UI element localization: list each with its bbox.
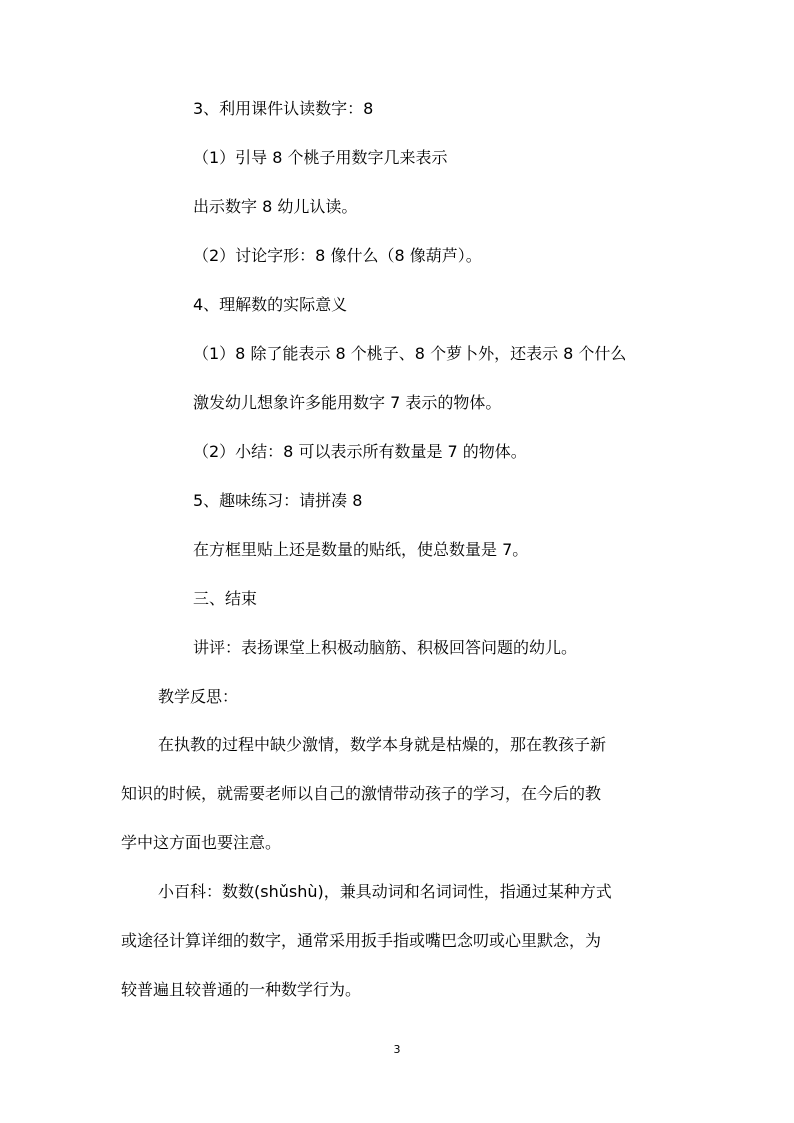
section-4-heading: 4、理解数的实际意义 [193, 295, 348, 314]
section-5-heading: 5、趣味练习：请拼凑 8 [193, 491, 363, 510]
paragraph-line: 在方框里贴上还是数量的贴纸，使总数量是 7。 [193, 540, 529, 559]
paragraph-line: 小百科：数数(shǔshù)，兼具动词和名词词性，指通过某种方式 [158, 882, 612, 901]
paragraph-line: 在执教的过程中缺少激情，数学本身就是枯燥的，那在教孩子新 [158, 735, 607, 754]
paragraph-line: 激发幼儿想象许多能用数字 7 表示的物体。 [193, 393, 502, 412]
reflection-heading: 教学反思： [158, 687, 239, 706]
section-3-heading: 3、利用课件认读数字：8 [193, 99, 374, 118]
paragraph-line: 或途径计算详细的数字，通常采用扳手指或嘴巴念叨或心里默念，为 [121, 931, 602, 950]
paragraph-line: 出示数字 8 幼儿认读。 [193, 197, 358, 216]
paragraph-line: 较普遍且较普通的一种数学行为。 [121, 980, 362, 999]
paragraph-line: 学中这方面也要注意。 [121, 833, 282, 852]
page-number: 3 [393, 1043, 401, 1056]
paragraph-line: 讲评：表扬课堂上积极动脑筋、积极回答问题的幼儿。 [193, 638, 578, 657]
paragraph-line: （1）8 除了能表示 8 个桃子、8 个萝卜外，还表示 8 个什么 [193, 344, 627, 363]
section-three-heading: 三、结束 [193, 589, 258, 608]
paragraph-line: （1）引导 8 个桃子用数字几来表示 [193, 148, 448, 167]
paragraph-line: 知识的时候，就需要老师以自己的激情带动孩子的学习，在今后的教 [121, 784, 602, 803]
paragraph-line: （2）小结：8 可以表示所有数量是 7 的物体。 [193, 442, 527, 461]
paragraph-line: （2）讨论字形：8 像什么（8 像葫芦）。 [193, 246, 482, 265]
